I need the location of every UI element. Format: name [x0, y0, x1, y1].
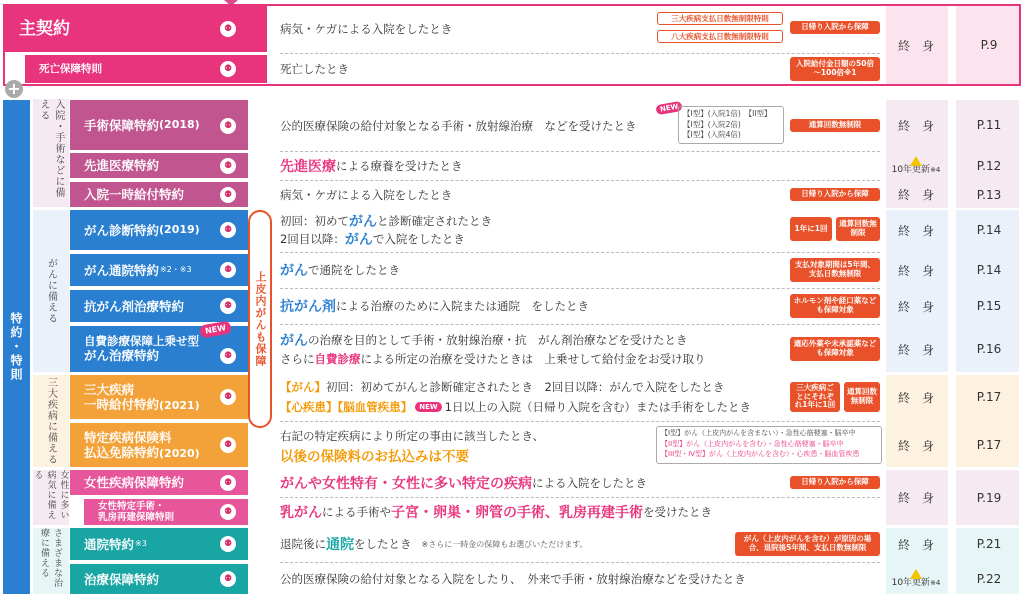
r1-type-2: 【I型】(入院2倍) — [683, 119, 741, 129]
rider-female-surgery-name1: 女性特定手術・ — [98, 500, 165, 512]
rider-selfpay-name2: がん治療特約 — [84, 348, 160, 364]
r5-highlight: がん — [280, 263, 308, 279]
r7-l1: の治療を目的として手術・放射線治療・抗 がん剤治療などを受けたとき — [308, 333, 688, 347]
main-title: 主契約 — [19, 18, 70, 39]
death-multiplier-badge: 入院給付金日額の50倍～100倍※1 — [790, 57, 880, 81]
r4-term: 終 身 — [897, 223, 934, 238]
r3-desc: 病気・ケガによる入院をしたとき — [280, 188, 453, 202]
r12-d1: 退院後に — [280, 537, 326, 551]
r9-page: P.17 — [976, 438, 1002, 452]
r8-line2 — [280, 398, 751, 416]
r7-badge: 適応外薬や未承認薬なども保障対象 — [790, 337, 880, 361]
rider-cancer-dx-name: がん診断特約 — [84, 222, 160, 238]
r4-page: P.14 — [976, 223, 1002, 237]
rider-sandai-name2: 一時給付特約 — [84, 396, 160, 412]
r4-l1a: 初回：初めて — [280, 214, 349, 228]
r8-page: P.17 — [976, 390, 1002, 404]
hachidai-unlimited-badge: 八大疾病支払日数無制限特則 — [657, 30, 783, 43]
divider — [280, 180, 880, 181]
r9-type-3: 【III型・IV型】がん（上皮内がんを含む）・心疾患・脳血管疾患 — [661, 450, 860, 458]
r13-update: 10年更新 — [891, 578, 931, 589]
r11-page: P.19 — [976, 490, 1002, 505]
r1-type-1: 【I型】(入院1倍) 【II型】 — [683, 109, 772, 118]
pink-symbol-icon — [220, 158, 236, 174]
r5-desc — [280, 260, 400, 280]
r7-l2b: による所定の治療を受けたときは 上乗せして給付金をお受け取り — [360, 352, 706, 366]
main-row1-desc: 病気・ケガによる入院をしたとき — [280, 22, 453, 36]
r6-desc — [280, 296, 589, 316]
side-cancer-label: 上皮内がんも保障 — [254, 271, 267, 367]
pink-symbol-icon — [220, 262, 236, 278]
riders-label: 特約・特則 — [9, 312, 23, 382]
rider-advanced-name: 先進医療特約 — [84, 158, 160, 173]
r8-l2a: 【心疾患】【脳血管疾患】 — [280, 400, 413, 414]
divider — [280, 252, 880, 253]
r5-desc-text: で通院をしたとき — [308, 263, 400, 277]
r8-l2b: 1日以上の入院（日帰り入院を含む）または手術をしたとき — [444, 400, 751, 414]
r12-note: ※さらに一時金の保障もお選びいただけます。 — [421, 539, 588, 549]
r11-desc — [280, 502, 712, 522]
r12-highlight: 通院 — [326, 537, 354, 553]
r2-highlight: 先進医療 — [280, 159, 336, 175]
r13-term — [886, 564, 946, 594]
r2-page: P.12 — [976, 158, 1002, 173]
r4-badge1: 1年に1回 — [790, 217, 832, 241]
rider-treatment-name: 治療保障特約 — [84, 571, 160, 587]
r1-page: P.11 — [976, 118, 1002, 132]
divider — [280, 288, 880, 289]
r6-page: P.15 — [976, 299, 1002, 313]
rider-outpatient-sup: ※3 — [135, 539, 147, 549]
rider-lumpsum-name: 入院一時給付特約 — [84, 187, 185, 202]
pink-symbol-icon — [220, 389, 236, 405]
r7-line2 — [280, 350, 706, 368]
r9-type-1: 【I型】がん（上皮内がんを含まない）・急性心筋梗塞・脳卒中 — [661, 429, 856, 437]
pink-symbol-icon — [220, 571, 236, 587]
r12-term: 終 身 — [897, 537, 934, 552]
r8-badge1: 三大疾病ごとにそれぞれ1年に1回 — [790, 382, 840, 412]
riders-vertical-bar — [3, 100, 30, 594]
rider-cancer-outpatient-name: がん通院特約 — [84, 262, 160, 278]
warning-icon — [910, 569, 922, 579]
r11-h2: 子宮・卵巣・卵管の手術、乳房再建手術 — [391, 505, 643, 521]
rider-selfpay-name1: 自費診療保障上乗せ型 — [84, 333, 199, 348]
main-term: 終 身 — [897, 38, 934, 53]
pink-symbol-icon — [220, 118, 236, 134]
r1-desc: 公的医療保険の給付対象となる手術・放射線治療 などを受けたとき — [280, 119, 637, 133]
rider-female-surgery-name2: 乳房再建保障特則 — [98, 512, 175, 523]
r1-type-3: 【I型】(入院4倍) — [683, 130, 741, 139]
r13-page: P.22 — [976, 572, 1002, 586]
r4-l1b: と診断確定されたとき — [377, 214, 492, 228]
r5-badge: 支払対象期間は5年間、支払日数無制限 — [790, 258, 880, 282]
pink-symbol-icon — [220, 348, 236, 364]
r7-term: 終 身 — [897, 342, 934, 357]
divider — [280, 497, 880, 498]
r7-page: P.16 — [976, 342, 1002, 356]
pink-symbol-icon — [220, 437, 236, 453]
r7-l1h: がん — [280, 333, 308, 349]
r1-type-box — [678, 106, 784, 144]
r4-line2 — [280, 230, 465, 248]
r11-term: 終 身 — [897, 491, 934, 505]
r11-d1: による手術や — [322, 505, 391, 519]
death-rider-text: 死亡保障特則 — [39, 62, 102, 75]
r10-badge: 日帰り入院から保障 — [790, 476, 880, 489]
r8-line1 — [280, 378, 724, 396]
r8-badge2: 通算回数無制限 — [844, 382, 880, 412]
r9-type-2: 【II型】がん（上皮内がんを含む）・急性心筋梗塞・脳卒中 — [661, 439, 844, 448]
group-hosp-label: 入院・手術などに備える — [38, 99, 64, 198]
r1-term: 終 身 — [897, 118, 934, 133]
r3-badge: 日帰り入院から保障 — [790, 188, 880, 201]
rider-waiver-name1: 特定疾病保険料 — [84, 429, 172, 445]
r7-line1 — [280, 331, 688, 349]
r13-update-note: ※4 — [930, 579, 941, 588]
r2-update-note: ※4 — [930, 165, 941, 174]
main-row2-desc: 死亡したとき — [280, 62, 349, 76]
pink-symbol-icon — [220, 536, 236, 552]
rider-female-name: 女性疾病保障特約 — [84, 475, 185, 490]
r13-desc: 公的医療保険の給付対象となる入院をしたり、 外来で手術・放射線治療などを受けたとき — [280, 572, 746, 586]
r8-l1a: 【がん】 — [280, 380, 326, 394]
r1-badge: 通算回数無制限 — [790, 119, 880, 132]
r3-page: P.13 — [976, 187, 1002, 202]
divider — [280, 151, 880, 152]
divider — [280, 324, 880, 325]
r2-desc — [280, 156, 463, 176]
r7-l2a: さらに — [280, 352, 315, 366]
rider-surgery-name: 手術保障特約 — [84, 117, 160, 133]
r10-desc — [280, 473, 647, 493]
day-hospital-badge: 日帰り入院から保障 — [790, 21, 880, 34]
r9-term: 終 身 — [897, 438, 934, 453]
r12-badge: がん（上皮内がんを含む）が原因の場合、退院後5年間、支払日数無制限 — [735, 532, 880, 556]
r6-highlight: 抗がん剤 — [280, 299, 336, 315]
r4-l1h: がん — [349, 214, 377, 230]
r6-term: 終 身 — [897, 299, 934, 314]
r10-desc-text: による入院をしたとき — [532, 476, 647, 490]
r11-h1: 乳がん — [280, 505, 322, 521]
divider — [280, 421, 880, 422]
group-cancer-label: がんに備える — [45, 258, 57, 324]
r9-line2: 以後の保険料のお払込みは不要 — [280, 449, 469, 465]
r10-highlight: がんや女性特有・女性に多い特定の疾病 — [280, 476, 532, 492]
rider-anticancer-name: 抗がん剤治療特約 — [84, 298, 185, 314]
r3-term: 終 身 — [897, 188, 934, 202]
pink-symbol-icon — [220, 187, 236, 203]
rider-surgery-year: (2018) — [159, 118, 200, 132]
pink-symbol-icon — [220, 61, 236, 77]
r4-badge2: 通算回数無制限 — [836, 217, 880, 241]
r9-line1: 右記の特定疾病により所定の事由に該当したとき、 — [280, 429, 545, 443]
divider — [280, 53, 880, 54]
r6-desc-text: による治療のために入院または通院 をしたとき — [336, 299, 589, 313]
r4-l2h: がん — [344, 232, 373, 248]
rider-outpatient-name: 通院特約 — [84, 536, 135, 552]
warning-icon — [910, 156, 922, 166]
r5-page: P.14 — [976, 263, 1002, 277]
divider — [280, 562, 880, 563]
plus-icon: + — [5, 80, 23, 98]
r9-types-box — [656, 426, 882, 464]
rider-cancer-dx-year: (2019) — [159, 223, 200, 237]
new-badge: NEW — [199, 320, 232, 338]
rider-waiver-year: (2020) — [159, 446, 200, 460]
r12-page: P.21 — [976, 537, 1002, 551]
r4-l2b: で入院をしたとき — [372, 232, 465, 246]
rider-sandai-name1: 三大疾病 — [84, 381, 135, 397]
group-sandai-label: 三大疾病に備える — [45, 377, 57, 465]
r4-l2a: 2回目以降： — [280, 232, 345, 246]
r5-term: 終 身 — [897, 263, 934, 278]
new-badge: NEW — [415, 402, 441, 412]
r7-l2h: 自費診療 — [314, 352, 361, 366]
r8-l1b: 初回：初めてがんと診断確定されたとき 2回目以降：がんで入院をしたとき — [326, 380, 725, 394]
pink-symbol-icon — [220, 21, 236, 37]
r11-d2: を受けたとき — [643, 505, 712, 519]
r2-term — [886, 153, 946, 178]
r4-line1 — [280, 212, 492, 230]
r12-d2: をしたとき — [354, 537, 412, 551]
r8-term: 終 身 — [897, 390, 934, 405]
sandai-unlimited-badge: 三大疾病支払日数無制限特則 — [657, 12, 783, 25]
pink-symbol-icon — [220, 222, 236, 238]
side-cancer-box — [248, 210, 272, 428]
r2-desc-text: による療養を受けたとき — [336, 159, 463, 173]
rider-waiver-name2: 払込免除特約 — [84, 444, 160, 460]
r6-badge: ホルモン剤や経口薬なども保障対象 — [790, 294, 880, 318]
rider-sandai-year: (2021) — [159, 398, 200, 412]
pink-symbol-icon — [220, 504, 236, 520]
r12-desc — [280, 534, 588, 554]
pink-symbol-icon — [220, 475, 236, 491]
pink-symbol-icon — [220, 298, 236, 314]
group-various-label: さまざまな治療に備える — [39, 528, 62, 588]
rider-cancer-outpatient-sup: ※2・※3 — [160, 265, 192, 275]
r2-update: 10年更新 — [891, 164, 931, 175]
group-female-label: 女性に多い病気に備える — [32, 470, 69, 520]
new-badge: NEW — [655, 101, 683, 115]
main-page: P.9 — [980, 38, 998, 52]
